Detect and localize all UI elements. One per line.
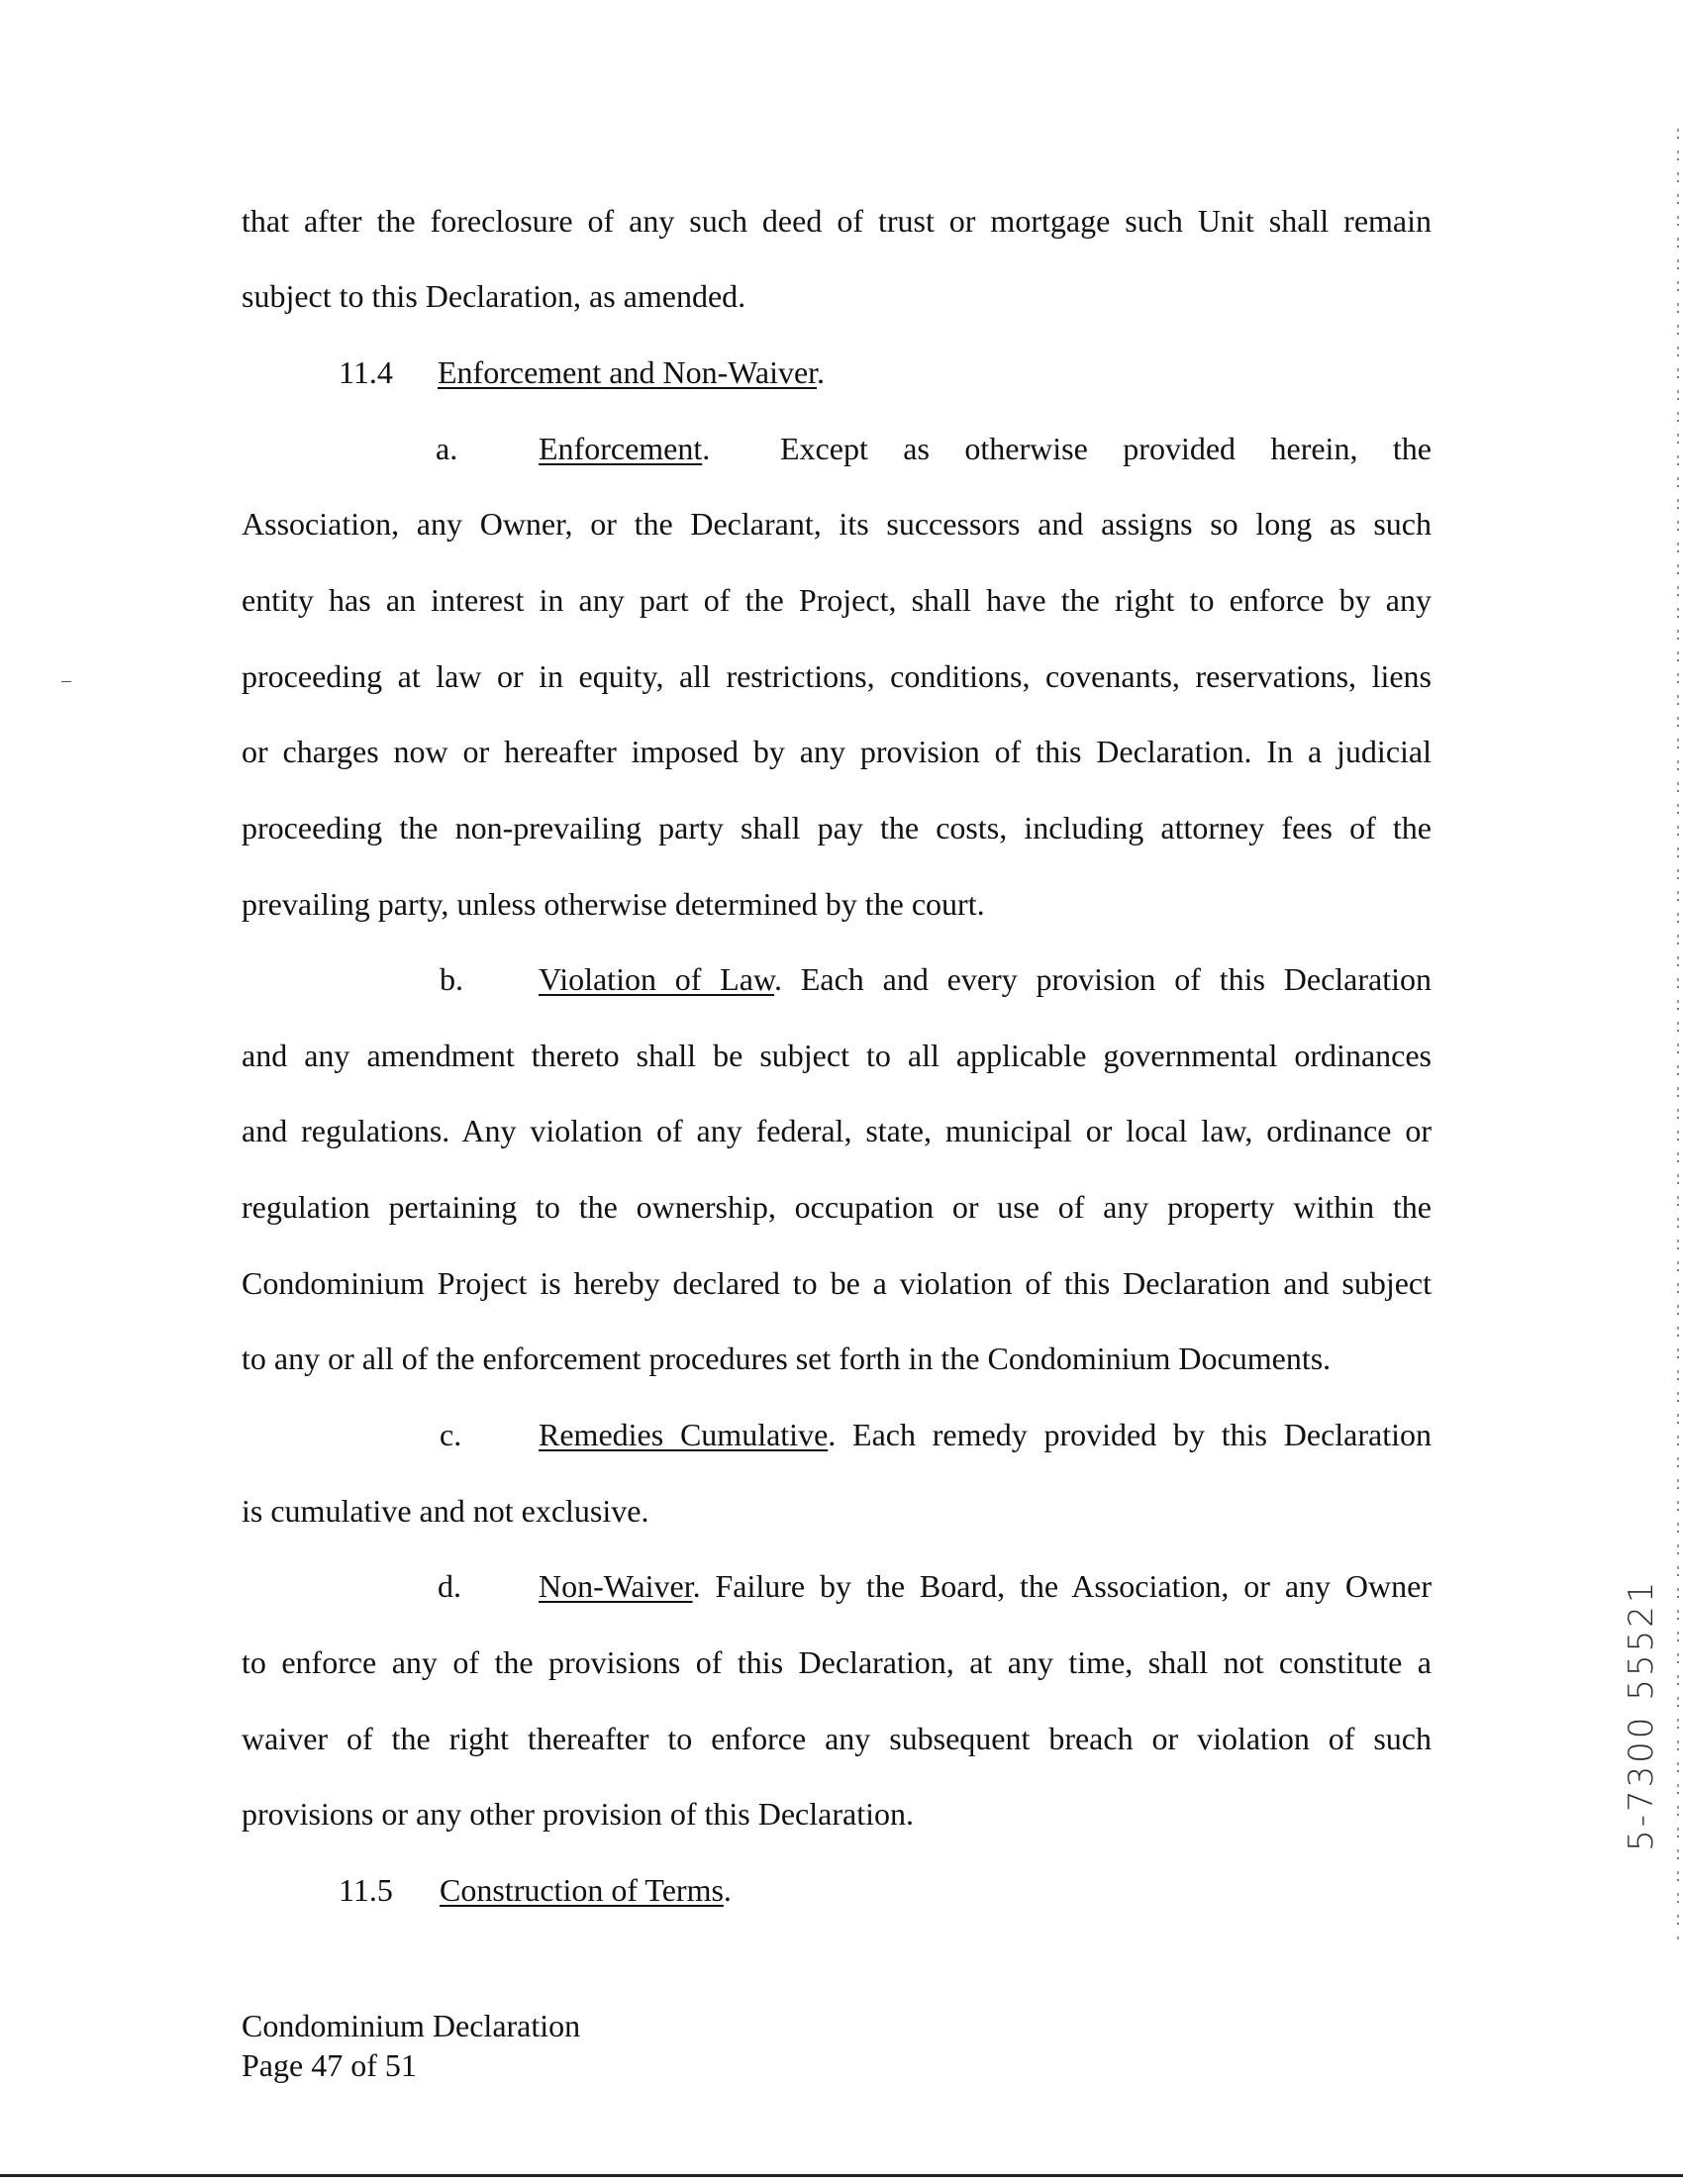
item-letter: a. [436, 431, 458, 466]
body-line: to enforce any of the provisions of this Declaration, at any time, shall not constitute a [242, 1644, 1432, 1680]
body-line: that after the foreclosure of any such deed of trust or mortgage such Unit shall remain [242, 203, 1432, 239]
section-number: 11.5 [339, 1872, 393, 1908]
footer-title: Condominium Declaration [242, 2008, 581, 2043]
body-line: regulation pertaining to the ownership, occupation or use of any property within the [242, 1189, 1432, 1225]
body-line: and any amendment thereto shall be subject to all applicable governmental ordinances [242, 1038, 1432, 1073]
body-line: is cumulative and not exclusive. [242, 1493, 649, 1529]
scan-edge-marks [1677, 129, 1679, 1940]
item-first-line-text: . Each and every provision of this Declaration [774, 961, 1433, 997]
item-heading-period: . [702, 431, 711, 466]
item-letter: d. [438, 1568, 461, 1604]
page-footer [242, 2006, 580, 2085]
recording-stamp [1594, 1578, 1661, 1851]
body-line: subject to this Declaration, as amended. [242, 278, 746, 314]
item-heading: Enforcement [539, 431, 703, 466]
body-line: Condominium Project is hereby declared to be a violation of this Declaration and subject [242, 1265, 1432, 1301]
item-first-line-text: . Each remedy provided by this Declaration [828, 1417, 1432, 1452]
item-first-line-text: . Failure by the Board, the Association, or any Owner [692, 1568, 1432, 1604]
item-letter: c. [440, 1417, 462, 1452]
body-line: or charges now or hereafter imposed by any provision of this Declaration. In a judicial [242, 734, 1432, 769]
section-title-period: . [817, 354, 826, 390]
item-heading: Violation of Law [539, 961, 775, 997]
section-number: 11.4 [339, 354, 393, 390]
body-line: proceeding the non-prevailing party shall pay the costs, including attorney fees of the [242, 810, 1432, 845]
body-line: entity has an interest in any part of the Project, shall have the right to enforce by any [242, 582, 1432, 618]
body-line: Association, any Owner, or the Declarant, its successors and assigns so long as such [242, 506, 1432, 542]
item-first-line-text: Except as otherwise provided herein, the [780, 431, 1432, 466]
section-title: Construction of Terms [440, 1872, 724, 1908]
section-title-period: . [723, 1872, 732, 1908]
body-line: and regulations. Any violation of any federal, state, municipal or local law, ordinance or [242, 1113, 1432, 1148]
body-line: proceeding at law or in equity, all restrictions, conditions, covenants, reservations, liens [242, 658, 1432, 694]
item-letter: b. [440, 961, 463, 997]
item-heading: Non-Waiver [539, 1568, 693, 1604]
body-line: provisions or any other provision of this Declaration. [242, 1796, 914, 1832]
item-heading: Remedies Cumulative [539, 1417, 829, 1452]
body-line: to any or all of the enforcement procedures set forth in the Condominium Documents. [242, 1340, 1332, 1376]
section-title: Enforcement and Non-Waiver [438, 354, 818, 390]
body-line: prevailing party, unless otherwise determined by the court. [242, 886, 985, 922]
scan-bottom-rule [0, 2174, 1683, 2177]
recording-stamp-text: 5-7300 55521 [1622, 1578, 1661, 1851]
scan-speck [61, 681, 71, 682]
body-line: waiver of the right thereafter to enforce any subsequent breach or violation of such [242, 1721, 1432, 1756]
footer-page-number: Page 47 of 51 [242, 2047, 417, 2083]
